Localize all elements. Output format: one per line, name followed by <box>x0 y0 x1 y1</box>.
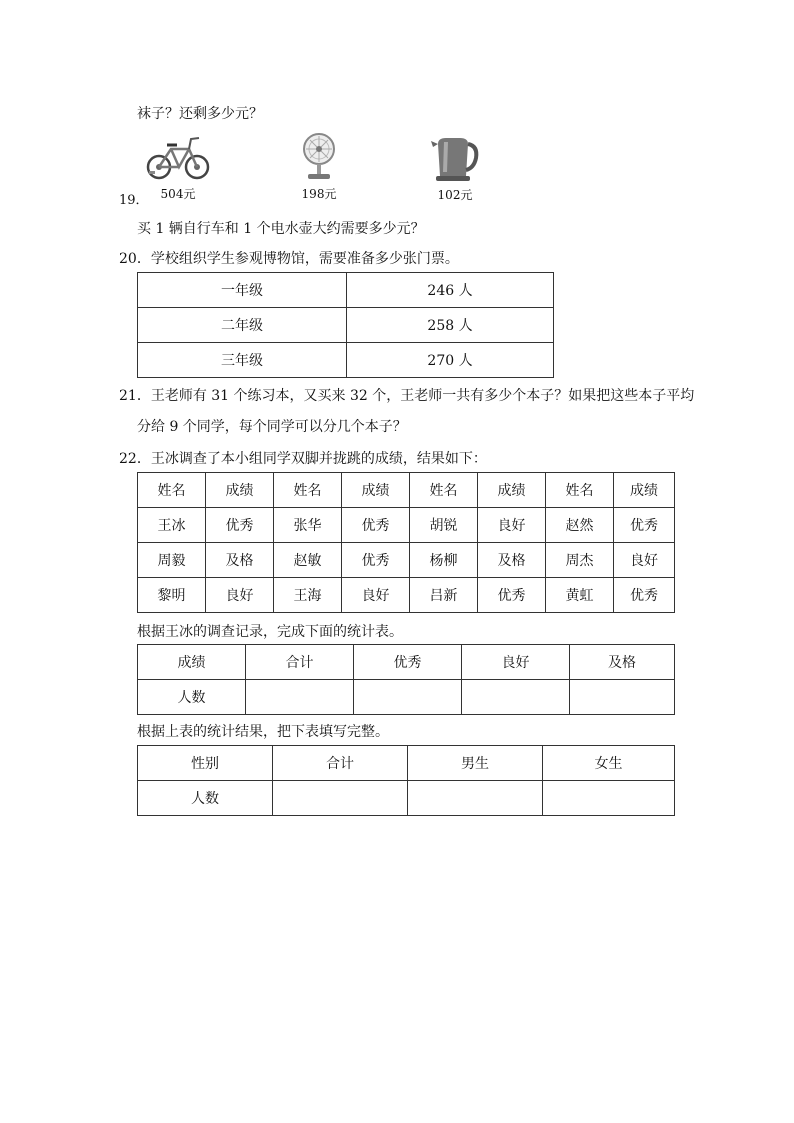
header-cell: 合计 <box>273 746 408 781</box>
survey-cell: 良好 <box>342 578 410 613</box>
header-cell: 良好 <box>462 645 570 680</box>
count-cell: 270 人 <box>347 343 554 378</box>
grade-cell: 二年级 <box>138 308 347 343</box>
survey-cell: 胡锐 <box>410 508 478 543</box>
survey-cell: 良好 <box>478 508 546 543</box>
survey-cell: 黎明 <box>138 578 206 613</box>
table-row <box>138 308 554 343</box>
question-22-prompt1: 根据王冰的调查记录，完成下面的统计表。 <box>137 624 403 640</box>
survey-cell: 杨柳 <box>410 543 478 578</box>
survey-cell: 姓名 <box>410 473 478 508</box>
question-19-text: 买 1 辆自行车和 1 个电水壶大约需要多少元？ <box>137 221 425 237</box>
table-row <box>138 273 554 308</box>
survey-cell: 成绩 <box>478 473 546 508</box>
survey-cell: 优秀 <box>206 508 274 543</box>
question-21-line1: 21．王老师有 31 个练习本，又买来 32 个，王老师一共有多少个本子？如果把这些本子平均 <box>119 388 695 404</box>
survey-cell: 周毅 <box>138 543 206 578</box>
survey-cell: 及格 <box>478 543 546 578</box>
count-cell: 246 人 <box>347 273 554 308</box>
survey-cell: 良好 <box>206 578 274 613</box>
survey-cell: 吕新 <box>410 578 478 613</box>
fan-icon <box>292 131 346 181</box>
table-row <box>138 781 675 816</box>
stats-table-grade <box>137 644 675 715</box>
grade-cell: 三年级 <box>138 343 347 378</box>
answer-cell[interactable] <box>543 781 675 816</box>
survey-cell: 优秀 <box>342 543 410 578</box>
survey-cell: 王海 <box>274 578 342 613</box>
table-row <box>138 543 675 578</box>
question-20-text: 20．学校组织学生参观博物馆，需要准备多少张门票。 <box>119 251 459 267</box>
table-row <box>138 578 675 613</box>
grade-cell: 一年级 <box>138 273 347 308</box>
header-cell: 合计 <box>246 645 354 680</box>
header-cell: 成绩 <box>138 645 246 680</box>
kettle-price: 102元 <box>437 188 473 202</box>
row-label-cell: 人数 <box>138 781 273 816</box>
survey-table <box>137 472 675 613</box>
product-fan <box>292 131 346 202</box>
survey-cell: 及格 <box>206 543 274 578</box>
product-bicycle <box>145 133 211 202</box>
survey-cell: 张华 <box>274 508 342 543</box>
stats-table-gender <box>137 745 675 816</box>
answer-cell[interactable] <box>462 680 570 715</box>
table-row <box>138 343 554 378</box>
survey-cell: 优秀 <box>614 508 675 543</box>
survey-cell: 优秀 <box>342 508 410 543</box>
question-22-prompt2: 根据上表的统计结果，把下表填写完整。 <box>137 724 389 740</box>
ticket-table <box>137 272 554 378</box>
table-row <box>138 645 675 680</box>
product-kettle <box>428 132 482 203</box>
row-label-cell: 人数 <box>138 680 246 715</box>
table-row <box>138 473 675 508</box>
answer-cell[interactable] <box>246 680 354 715</box>
header-cell: 优秀 <box>354 645 462 680</box>
table-row <box>138 680 675 715</box>
answer-cell[interactable] <box>408 781 543 816</box>
answer-cell[interactable] <box>570 680 675 715</box>
survey-cell: 王冰 <box>138 508 206 543</box>
header-cell: 及格 <box>570 645 675 680</box>
fan-price: 198元 <box>301 187 337 201</box>
question-19-number: 19． <box>119 193 149 208</box>
header-cell: 男生 <box>408 746 543 781</box>
survey-cell: 姓名 <box>546 473 614 508</box>
survey-cell: 优秀 <box>478 578 546 613</box>
survey-cell: 姓名 <box>138 473 206 508</box>
question-21-line2: 分给 9 个同学，每个同学可以分几个本子？ <box>137 419 407 435</box>
survey-cell: 黄虹 <box>546 578 614 613</box>
header-cell: 女生 <box>543 746 675 781</box>
survey-cell: 成绩 <box>342 473 410 508</box>
answer-cell[interactable] <box>273 781 408 816</box>
survey-cell: 赵敏 <box>274 543 342 578</box>
question-22-text: 22．王冰调查了本小组同学双脚并拢跳的成绩，结果如下： <box>119 451 487 467</box>
survey-cell: 成绩 <box>614 473 675 508</box>
survey-cell: 成绩 <box>206 473 274 508</box>
survey-cell: 姓名 <box>274 473 342 508</box>
bicycle-price: 504元 <box>160 187 196 201</box>
survey-cell: 优秀 <box>614 578 675 613</box>
table-row <box>138 746 675 781</box>
bicycle-icon <box>145 133 211 181</box>
survey-cell: 赵然 <box>546 508 614 543</box>
survey-cell: 周杰 <box>546 543 614 578</box>
count-cell: 258 人 <box>347 308 554 343</box>
question-18-tail: 袜子？还剩多少元？ <box>137 106 263 122</box>
kettle-icon <box>428 132 482 182</box>
header-cell: 性别 <box>138 746 273 781</box>
survey-cell: 良好 <box>614 543 675 578</box>
table-row <box>138 508 675 543</box>
answer-cell[interactable] <box>354 680 462 715</box>
